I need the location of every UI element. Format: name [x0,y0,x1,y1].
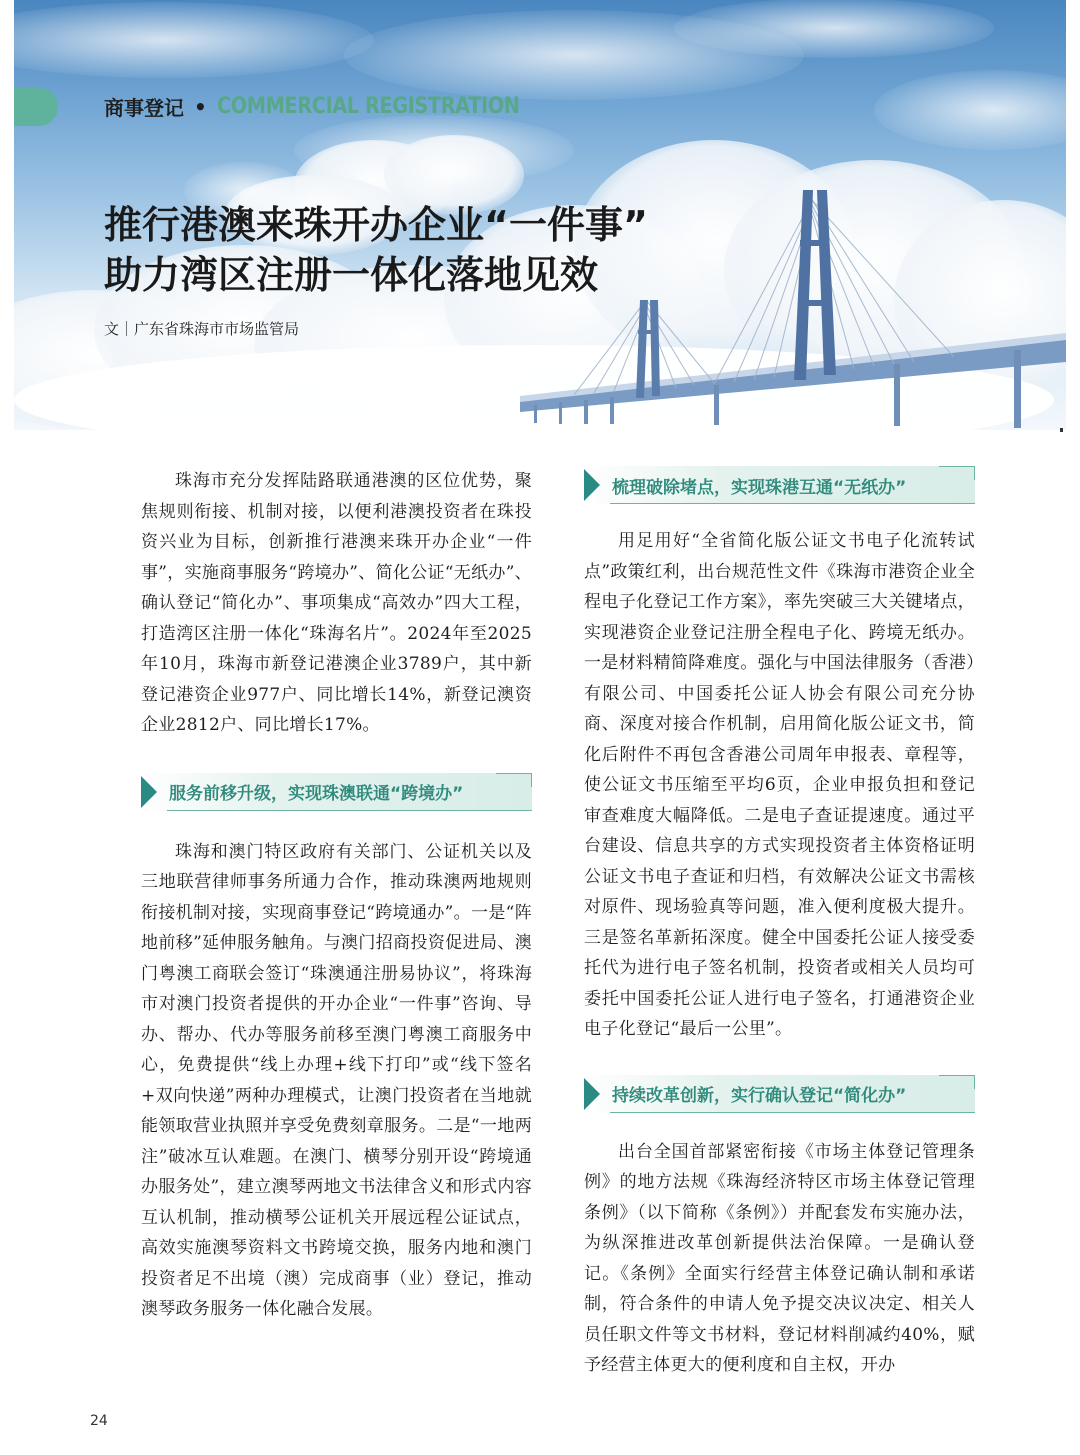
left-column [141,466,532,1325]
section-label-cn: 商事登记 [104,96,184,120]
section3-paragraph: 出台全国首部紧密衔接《市场主体登记管理条例》的地方法规《珠海经济特区市场主体登记管理条例》（以下简称《条例》）并配套发布实施办法，为纵深推进改革创新提供法治保障。一是确认登记。《条例》全面实行经营主体登记确认制和承诺制，符合条件的申请人免予提交决议决定、相关人员任职文件等文书材料，登记材料削减约40%，赋予经营主体更大的便利度和自主权，开办 [584,1141,975,1375]
subheading-text: 梳理破除堵点，实现珠港互通“无纸办” [612,477,907,498]
article-title-line1: 推行港澳来珠开办企业“一件事” [104,203,648,247]
triangle-icon [584,469,600,501]
section-label [104,92,561,121]
section-tab-marker [14,88,58,126]
subheading-paperless [584,466,975,504]
subheading-text: 持续改革创新，实行确认登记“简化办” [612,1086,907,1106]
subheading-simplified [584,1075,975,1113]
article-byline: 文｜广东省珠海市市场监管局 [104,320,300,338]
hero-banner [14,0,1066,430]
article-title [104,200,648,300]
triangle-icon [584,1078,600,1110]
page-number: 24 [90,1413,108,1429]
subheading-cross-border [141,773,532,811]
article-title-line2: 助力湾区注册一体化落地见效 [104,253,599,297]
intro-paragraph: 珠海市充分发挥陆路联通港澳的区位优势，聚焦规则衔接、机制对接，以便利港澳投资者在珠投资兴业为目标，创新推行港澳来珠开办企业“一件事”，实施商事服务“跨境办”、简化公证“无纸办”、确认登记“简化办”、事项集成“高效办”四大工程，打造湾区注册一体化“珠海名片”。2024年至2025年10月，珠海市新登记港澳企业3789户，其中新登记港资企业977户、同比增长14%，新登记澳资企业2812户、同比增长17%。 [141,471,532,735]
section1-paragraph: 珠海和澳门特区政府有关部门、公证机关以及三地联营律师事务所通力合作，推动珠澳两地规则衔接机制对接，实现商事登记“跨境通办”。一是“阵地前移”延伸服务触角。与澳门招商投资促进局、澳门粤澳工商联会签订“珠澳通注册易协议”，将珠海市对澳门投资者提供的开办企业“一件事”咨询、导办、帮办、代办等服务前移至澳门粤澳工商服务中心，免费提供“线上办理+线下打印”或“线下签名+双向快递”两种办理模式，让澳门投资者在当地就能领取营业执照并享受免费刻章服务。二是“一地两注”破冰互认难题。在澳门、横琴分别开设“跨境通办服务处”，建立澳琴两地文书法律含义和形式内容互认机制，推动横琴公证机关开展远程公证试点，高效实施澳琴资料文书跨境交换，服务内地和澳门投资者足不出境（澳）完成商事（业）登记，推动澳琴政务服务一体化融合发展。 [141,841,532,1319]
subheading-text: 服务前移升级，实现珠澳联通“跨境办” [169,784,464,804]
right-column [584,466,975,1381]
section-label-dot: • [194,94,207,119]
section2-paragraph: 用足用好“全省简化版公证文书电子化流转试点”政策红利，出台规范性文件《珠海市港资企业全程电子化登记工作方案》，率先突破三大关键堵点，实现港资企业登记注册全程电子化、跨境无纸办。一是材料精简降难度。强化与中国法律服务（香港）有限公司、中国委托公证人协会有限公司充分协商、深度对接合作机制，启用简化版公证文书，简化后附件不再包含香港公司周年申报表、章程等，使公证文书压缩至平均6页，企业申报负担和登记审查难度大幅降低。二是电子查证提速度。通过平台建设、信息共享的方式实现投资者主体资格证明公证文书电子查证和归档，有效解决公证文书需核对原件、现场验真等问题，准入便利度极大提升。三是签名革新拓深度。健全中国委托公证人接受委托代为进行电子签名机制，投资者或相关人员均可委托中国委托公证人进行电子签名，打通港资企业电子化登记“最后一公里”。 [584,531,975,1039]
section-label-en: COMMERCIAL REGISTRATION [216,94,520,119]
triangle-icon [141,776,157,808]
corner-mark [1060,428,1063,432]
